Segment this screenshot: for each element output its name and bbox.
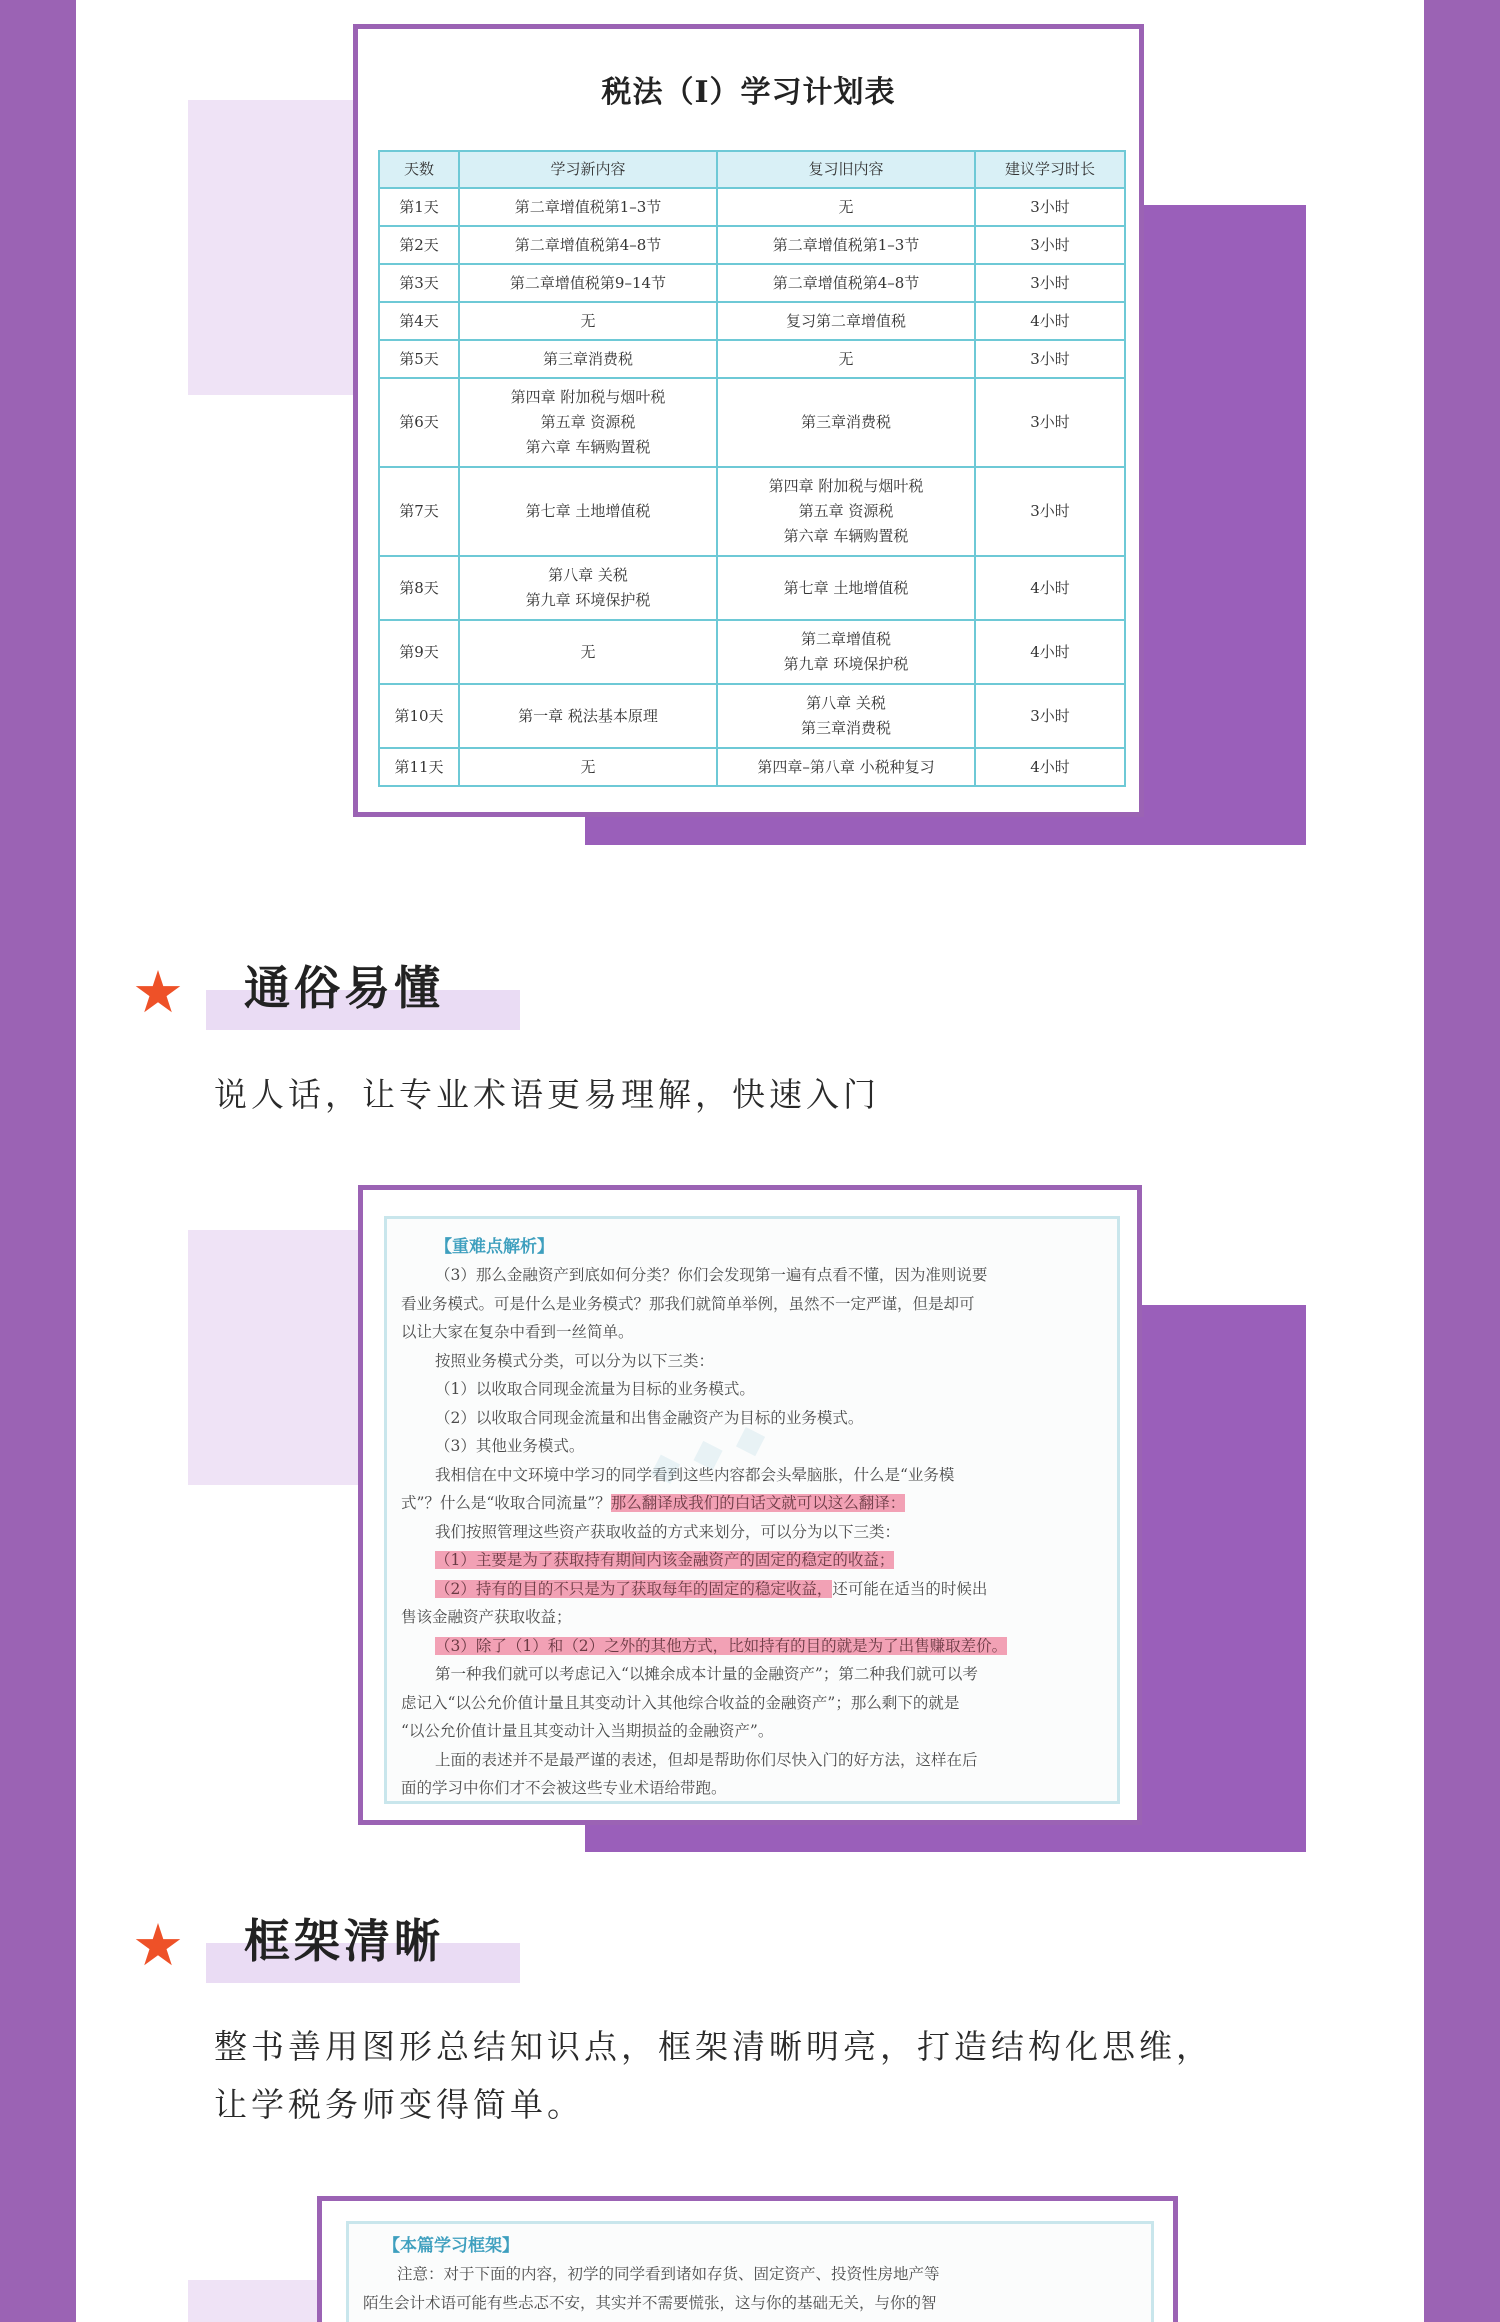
table-row [379, 226, 1125, 264]
cell-review: 无 [717, 340, 975, 378]
highlighted-text: 那么翻译成我们的白话文就可以这么翻译： [610, 1494, 906, 1512]
excerpt-card [317, 2196, 1178, 2322]
cell-day: 第10天 [379, 684, 459, 748]
section-title: 通俗易懂 [244, 961, 444, 1015]
cell-new: 第四章 附加税与烟叶税 第五章 资源税 第六章 车辆购置税 [459, 378, 717, 467]
cell-new: 无 [459, 748, 717, 786]
table-header-row [379, 151, 1125, 188]
cell-day: 第5天 [379, 340, 459, 378]
excerpt-line: （3）其他业务模式。 [435, 1437, 585, 1455]
highlighted-text: （3）除了（1）和（2）之外的其他方式，比如持有的目的就是为了出售赚取差价。 [435, 1636, 1008, 1655]
highlighted-text: （1）主要是为了获取持有期间内该金融资产的固定的稳定的收益； [435, 1551, 895, 1569]
excerpt-line [401, 1632, 1103, 1661]
cell-hours: 3小时 [975, 188, 1125, 226]
header-study-hours: 建议学习时长 [975, 151, 1125, 188]
excerpt-line: （2）以收取合同现金流量和出售金融资产为目标的业务模式。 [435, 1408, 864, 1427]
cell-hours: 3小时 [975, 340, 1125, 378]
cell-review: 第四章–第八章 小税种复习 [717, 748, 975, 786]
study-plan-card [353, 24, 1144, 817]
header-new-content: 学习新内容 [459, 151, 717, 188]
excerpt-line: 式”？什么是“收取合同流量”？那么翻译成我们的白话文就可以这么翻译： [401, 1494, 906, 1512]
header-review-content: 复习旧内容 [717, 151, 975, 188]
watermark: ◆ ◆ ◆ [642, 1411, 772, 1494]
cell-review: 第二章增值税第4–8节 [717, 264, 975, 302]
table-row [379, 556, 1125, 620]
section-description: 说人话，让专业术语更易理解，快速入门 [214, 1075, 880, 1114]
book-page-scan [346, 2221, 1154, 2322]
cell-day: 第2天 [379, 226, 459, 264]
excerpt-line: （2）持有的目的不只是为了获取每年的固定的稳定收益，还可能在适当的时候出 [435, 1579, 988, 1598]
cell-new: 第七章 土地增值税 [459, 467, 717, 556]
cell-new: 第八章 关税 第九章 环境保护税 [459, 556, 717, 620]
highlighted-text: （2）持有的目的不只是为了获取每年的固定的稳定收益， [435, 1579, 833, 1598]
cell-day: 第6天 [379, 378, 459, 467]
table-row [379, 748, 1125, 786]
cell-review: 复习第二章增值税 [717, 302, 975, 340]
cell-new: 第二章增值税第9–14节 [459, 264, 717, 302]
cell-hours: 3小时 [975, 226, 1125, 264]
section-heading-framework [132, 1905, 552, 1979]
book-page-scan [384, 1216, 1120, 1804]
content-column [76, 0, 1424, 2322]
excerpt-line: 面的学习中你们才不会被这些专业术语给带跑。 [401, 1779, 727, 1797]
excerpt-line: （1）以收取合同现金流量为目标的业务模式。 [435, 1380, 755, 1398]
table-row [379, 620, 1125, 684]
excerpt-line: 售该金融资产获取收益； [401, 1608, 572, 1626]
cell-new: 无 [459, 620, 717, 684]
cell-day: 第7天 [379, 467, 459, 556]
cell-review: 第二章增值税第1–3节 [717, 226, 975, 264]
table-row [379, 302, 1125, 340]
table-row [379, 264, 1125, 302]
cell-review: 第七章 土地增值税 [717, 556, 975, 620]
excerpt-line: 按照业务模式分类，可以分为以下三类： [435, 1351, 715, 1370]
star-icon: ★ [132, 958, 184, 1026]
study-plan-table [378, 150, 1126, 787]
excerpt-line: “以公允价值计量且其变动计入当期损益的金融资产”。 [401, 1722, 774, 1740]
cell-day: 第1天 [379, 188, 459, 226]
cell-hours: 3小时 [975, 378, 1125, 467]
cell-new: 第二章增值税第4–8节 [459, 226, 717, 264]
table-row [379, 378, 1125, 467]
cell-hours: 3小时 [975, 684, 1125, 748]
excerpt-line: 第一种我们就可以考虑记入“以摊余成本计量的金融资产”；第二种我们就可以考 [435, 1665, 978, 1683]
cell-new: 第二章增值税第1–3节 [459, 188, 717, 226]
excerpt-card [358, 1185, 1142, 1825]
cell-review: 第四章 附加税与烟叶税 第五章 资源税 第六章 车辆购置税 [717, 467, 975, 556]
cell-hours: 3小时 [975, 264, 1125, 302]
excerpt-line: 看业务模式。可是什么是业务模式？那我们就简单举例，虽然不一定严谨，但是却可 [401, 1294, 975, 1313]
cell-day: 第11天 [379, 748, 459, 786]
cell-day: 第3天 [379, 264, 459, 302]
cell-hours: 3小时 [975, 467, 1125, 556]
excerpt-line: 以让大家在复杂中看到一丝简单。 [401, 1323, 634, 1341]
header-day: 天数 [379, 151, 459, 188]
section-heading-easy [132, 952, 552, 1026]
cell-new: 第三章消费税 [459, 340, 717, 378]
excerpt-heading: 【本篇学习框架】 [383, 2236, 519, 2256]
cell-hours: 4小时 [975, 748, 1125, 786]
excerpt-line: 上面的表述并不是最严谨的表述，但却是帮助你们尽快入门的好方法，这样在后 [435, 1750, 978, 1769]
excerpt-heading: 【重难点解析】 [435, 1237, 554, 1257]
decor-left-block [188, 100, 360, 395]
cell-review: 第八章 关税 第三章消费税 [717, 684, 975, 748]
cell-new: 第一章 税法基本原理 [459, 684, 717, 748]
excerpt-line: 我们按照管理这些资产获取收益的方式来划分，可以分为以下三类： [435, 1522, 901, 1541]
cell-hours: 4小时 [975, 302, 1125, 340]
excerpt-line: （3）那么金融资产到底如何分类？你们会发现第一遍有点看不懂，因为准则说要 [435, 1266, 988, 1284]
cell-review: 第三章消费税 [717, 378, 975, 467]
cell-day: 第8天 [379, 556, 459, 620]
cell-day: 第9天 [379, 620, 459, 684]
cell-review: 第二章增值税 第九章 环境保护税 [717, 620, 975, 684]
cell-new: 无 [459, 302, 717, 340]
cell-review: 无 [717, 188, 975, 226]
cell-hours: 4小时 [975, 620, 1125, 684]
excerpt-line: 我相信在中文环境中学习的同学看到这些内容都会头晕脑胀，什么是“业务模 [435, 1465, 955, 1484]
table-row [379, 188, 1125, 226]
table-row [379, 467, 1125, 556]
decor-left-block [188, 1230, 360, 1485]
section-description: 让学税务师变得简单。 [214, 2085, 584, 2124]
section-title: 框架清晰 [244, 1914, 444, 1968]
excerpt-line: 虑记入“以公允价值计量且其变动计入其他综合收益的金融资产”；那么剩下的就是 [401, 1693, 960, 1712]
table-row [379, 340, 1125, 378]
section-description: 整书善用图形总结知识点，框架清晰明亮，打造结构化思维， [214, 2027, 1213, 2066]
excerpt-line: 陌生会计术语可能有些忐忑不安，其实并不需要慌张，这与你的基础无关，与你的智 [363, 2293, 937, 2312]
cell-hours: 4小时 [975, 556, 1125, 620]
excerpt-line [401, 1546, 1103, 1575]
cell-day: 第4天 [379, 302, 459, 340]
excerpt-line: 注意：对于下面的内容，初学的同学看到诸如存货、固定资产、投资性房地产等 [397, 2265, 940, 2283]
study-plan-title: 税法（Ⅰ）学习计划表 [601, 75, 896, 110]
table-row [379, 684, 1125, 748]
star-icon: ★ [132, 1911, 184, 1979]
